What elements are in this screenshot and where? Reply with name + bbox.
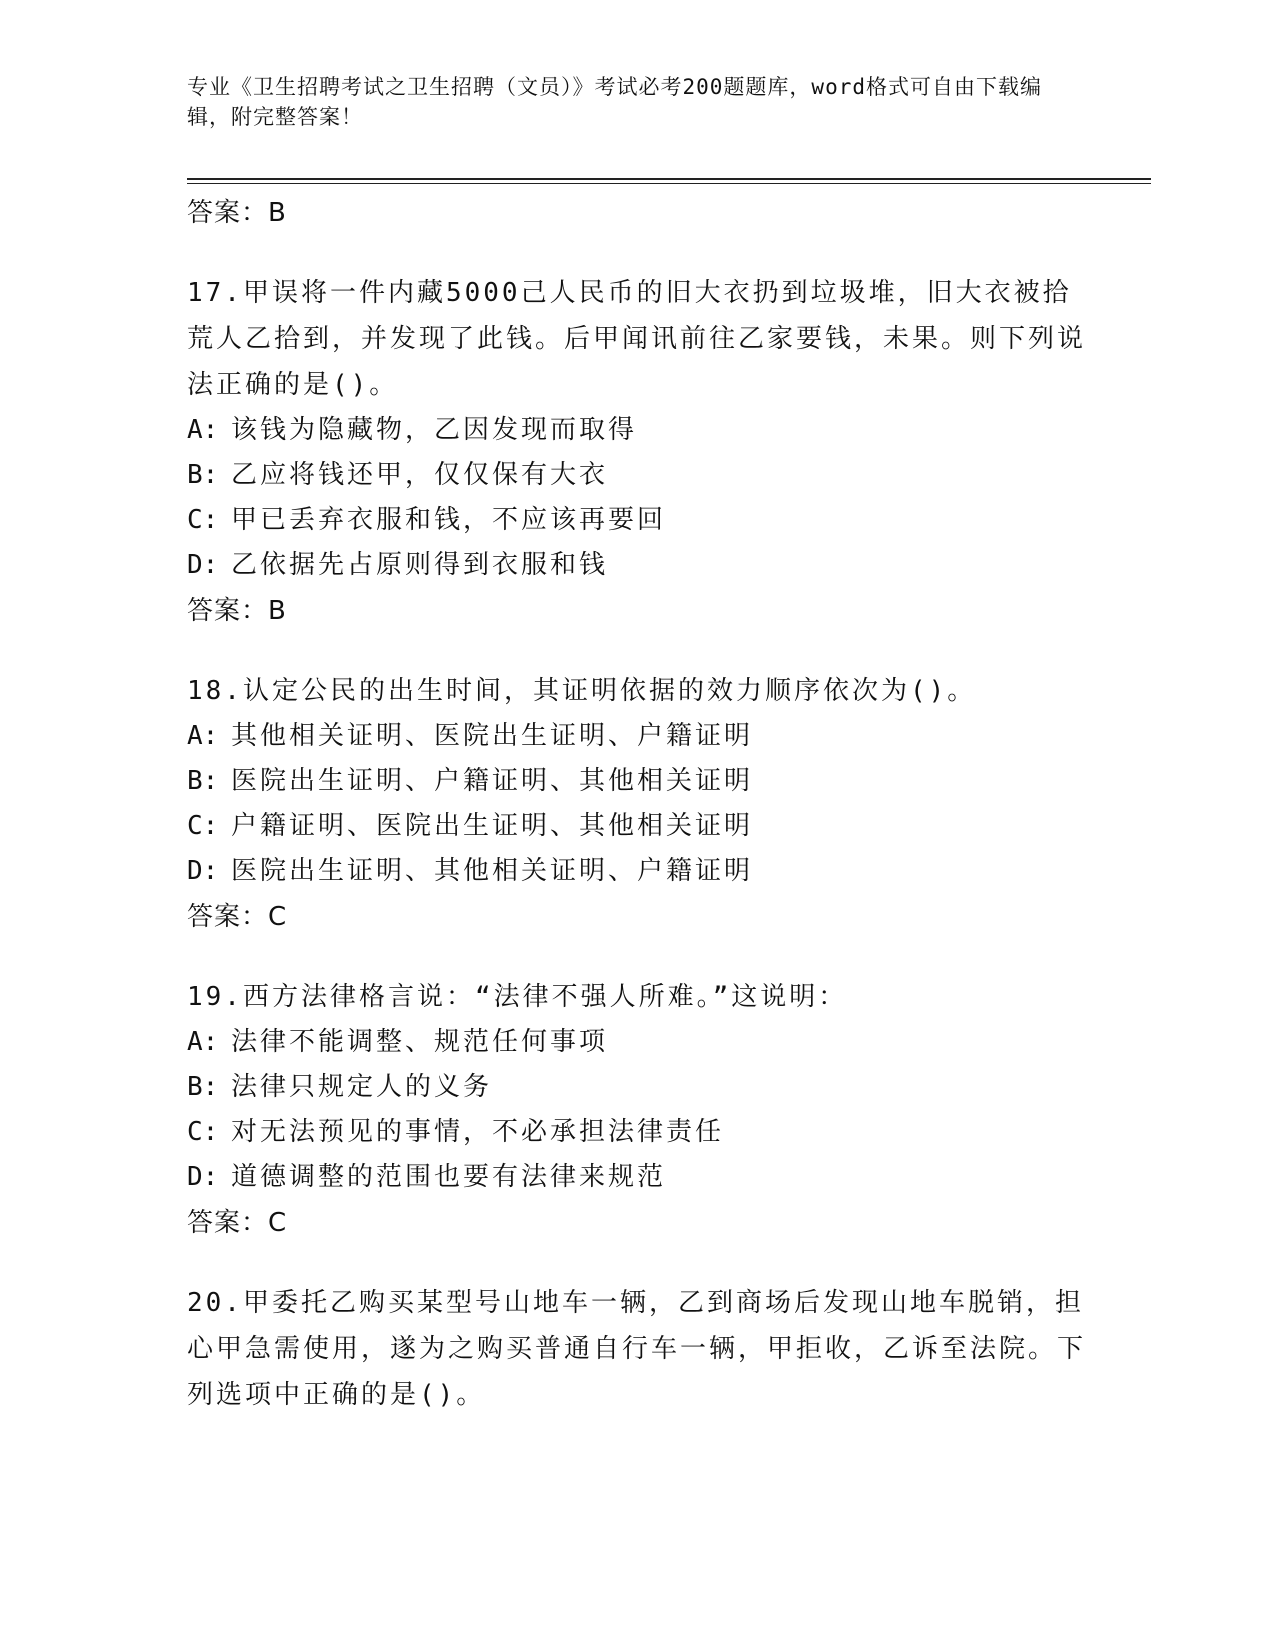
header-divider-thick	[187, 178, 1151, 180]
option-key: D:	[187, 1162, 219, 1192]
option-c	[187, 498, 1087, 543]
question-stem: 17.甲误将一件内藏5000己人民币的旧大衣扔到垃圾堆，旧大衣被拾荒人乙拾到，并发现了此钱。后甲闻讯前往乙家要钱，未果。则下列说法正确的是()。	[187, 278, 1087, 400]
answer-line: 答案：B	[187, 596, 287, 626]
option-text: 该钱为隐藏物，乙因发现而取得	[231, 415, 638, 445]
option-text: 医院出生证明、其他相关证明、户籍证明	[231, 856, 754, 886]
option-d	[187, 1155, 1087, 1200]
option-d	[187, 543, 1087, 588]
question-block	[187, 974, 1087, 1246]
option-text: 其他相关证明、医院出生证明、户籍证明	[231, 721, 754, 751]
option-key: C:	[187, 1117, 219, 1147]
option-text: 对无法预见的事情，不必承担法律责任	[231, 1117, 725, 1147]
option-a	[187, 1020, 1087, 1065]
spacer	[187, 236, 1087, 270]
document-header-title: 专业《卫生招聘考试之卫生招聘（文员）》考试必考200题题库，word格式可自由下载编辑，附完整答案！	[187, 75, 1042, 129]
option-b	[187, 1065, 1087, 1110]
option-text: 户籍证明、医院出生证明、其他相关证明	[231, 811, 754, 841]
option-c	[187, 804, 1087, 849]
option-key: A:	[187, 415, 219, 445]
option-key: C:	[187, 505, 219, 535]
option-key: D:	[187, 550, 219, 580]
option-key: A:	[187, 1027, 219, 1057]
header-divider-thin	[187, 183, 1151, 184]
question-stem: 18.认定公民的出生时间，其证明依据的效力顺序依次为()。	[187, 676, 977, 706]
spacer	[187, 634, 1087, 668]
option-key: B:	[187, 766, 219, 796]
answer-line: 答案：C	[187, 1208, 288, 1238]
answer-line: 答案：B	[187, 198, 287, 228]
option-text: 乙依据先占原则得到衣服和钱	[231, 550, 609, 580]
option-text: 法律只规定人的义务	[231, 1072, 493, 1102]
option-text: 法律不能调整、规范任何事项	[231, 1027, 609, 1057]
option-text: 乙应将钱还甲，仅仅保有大衣	[231, 460, 609, 490]
answer-line: 答案：C	[187, 902, 288, 932]
option-text: 医院出生证明、户籍证明、其他相关证明	[231, 766, 754, 796]
option-a	[187, 714, 1087, 759]
option-key: A:	[187, 721, 219, 751]
question-block	[187, 1280, 1087, 1418]
option-key: B:	[187, 1072, 219, 1102]
option-text: 道德调整的范围也要有法律来规范	[231, 1162, 667, 1192]
spacer	[187, 940, 1087, 974]
option-b	[187, 453, 1087, 498]
question-block	[187, 270, 1087, 634]
option-d	[187, 849, 1087, 894]
question-stem: 19.西方法律格言说：“法律不强人所难。”这说明：	[187, 982, 848, 1012]
option-a	[187, 408, 1087, 453]
option-key: C:	[187, 811, 219, 841]
option-key: B:	[187, 460, 219, 490]
option-key: D:	[187, 856, 219, 886]
spacer	[187, 1246, 1087, 1280]
question-stem: 20.甲委托乙购买某型号山地车一辆，乙到商场后发现山地车脱销，担心甲急需使用，遂为之购买普通自行车一辆，甲拒收，乙诉至法院。下列选项中正确的是()。	[187, 1288, 1087, 1410]
option-b	[187, 759, 1087, 804]
question-list	[187, 190, 1087, 1418]
option-c	[187, 1110, 1087, 1155]
option-text: 甲已丢弃衣服和钱，不应该再要回	[231, 505, 667, 535]
question-block	[187, 668, 1087, 940]
